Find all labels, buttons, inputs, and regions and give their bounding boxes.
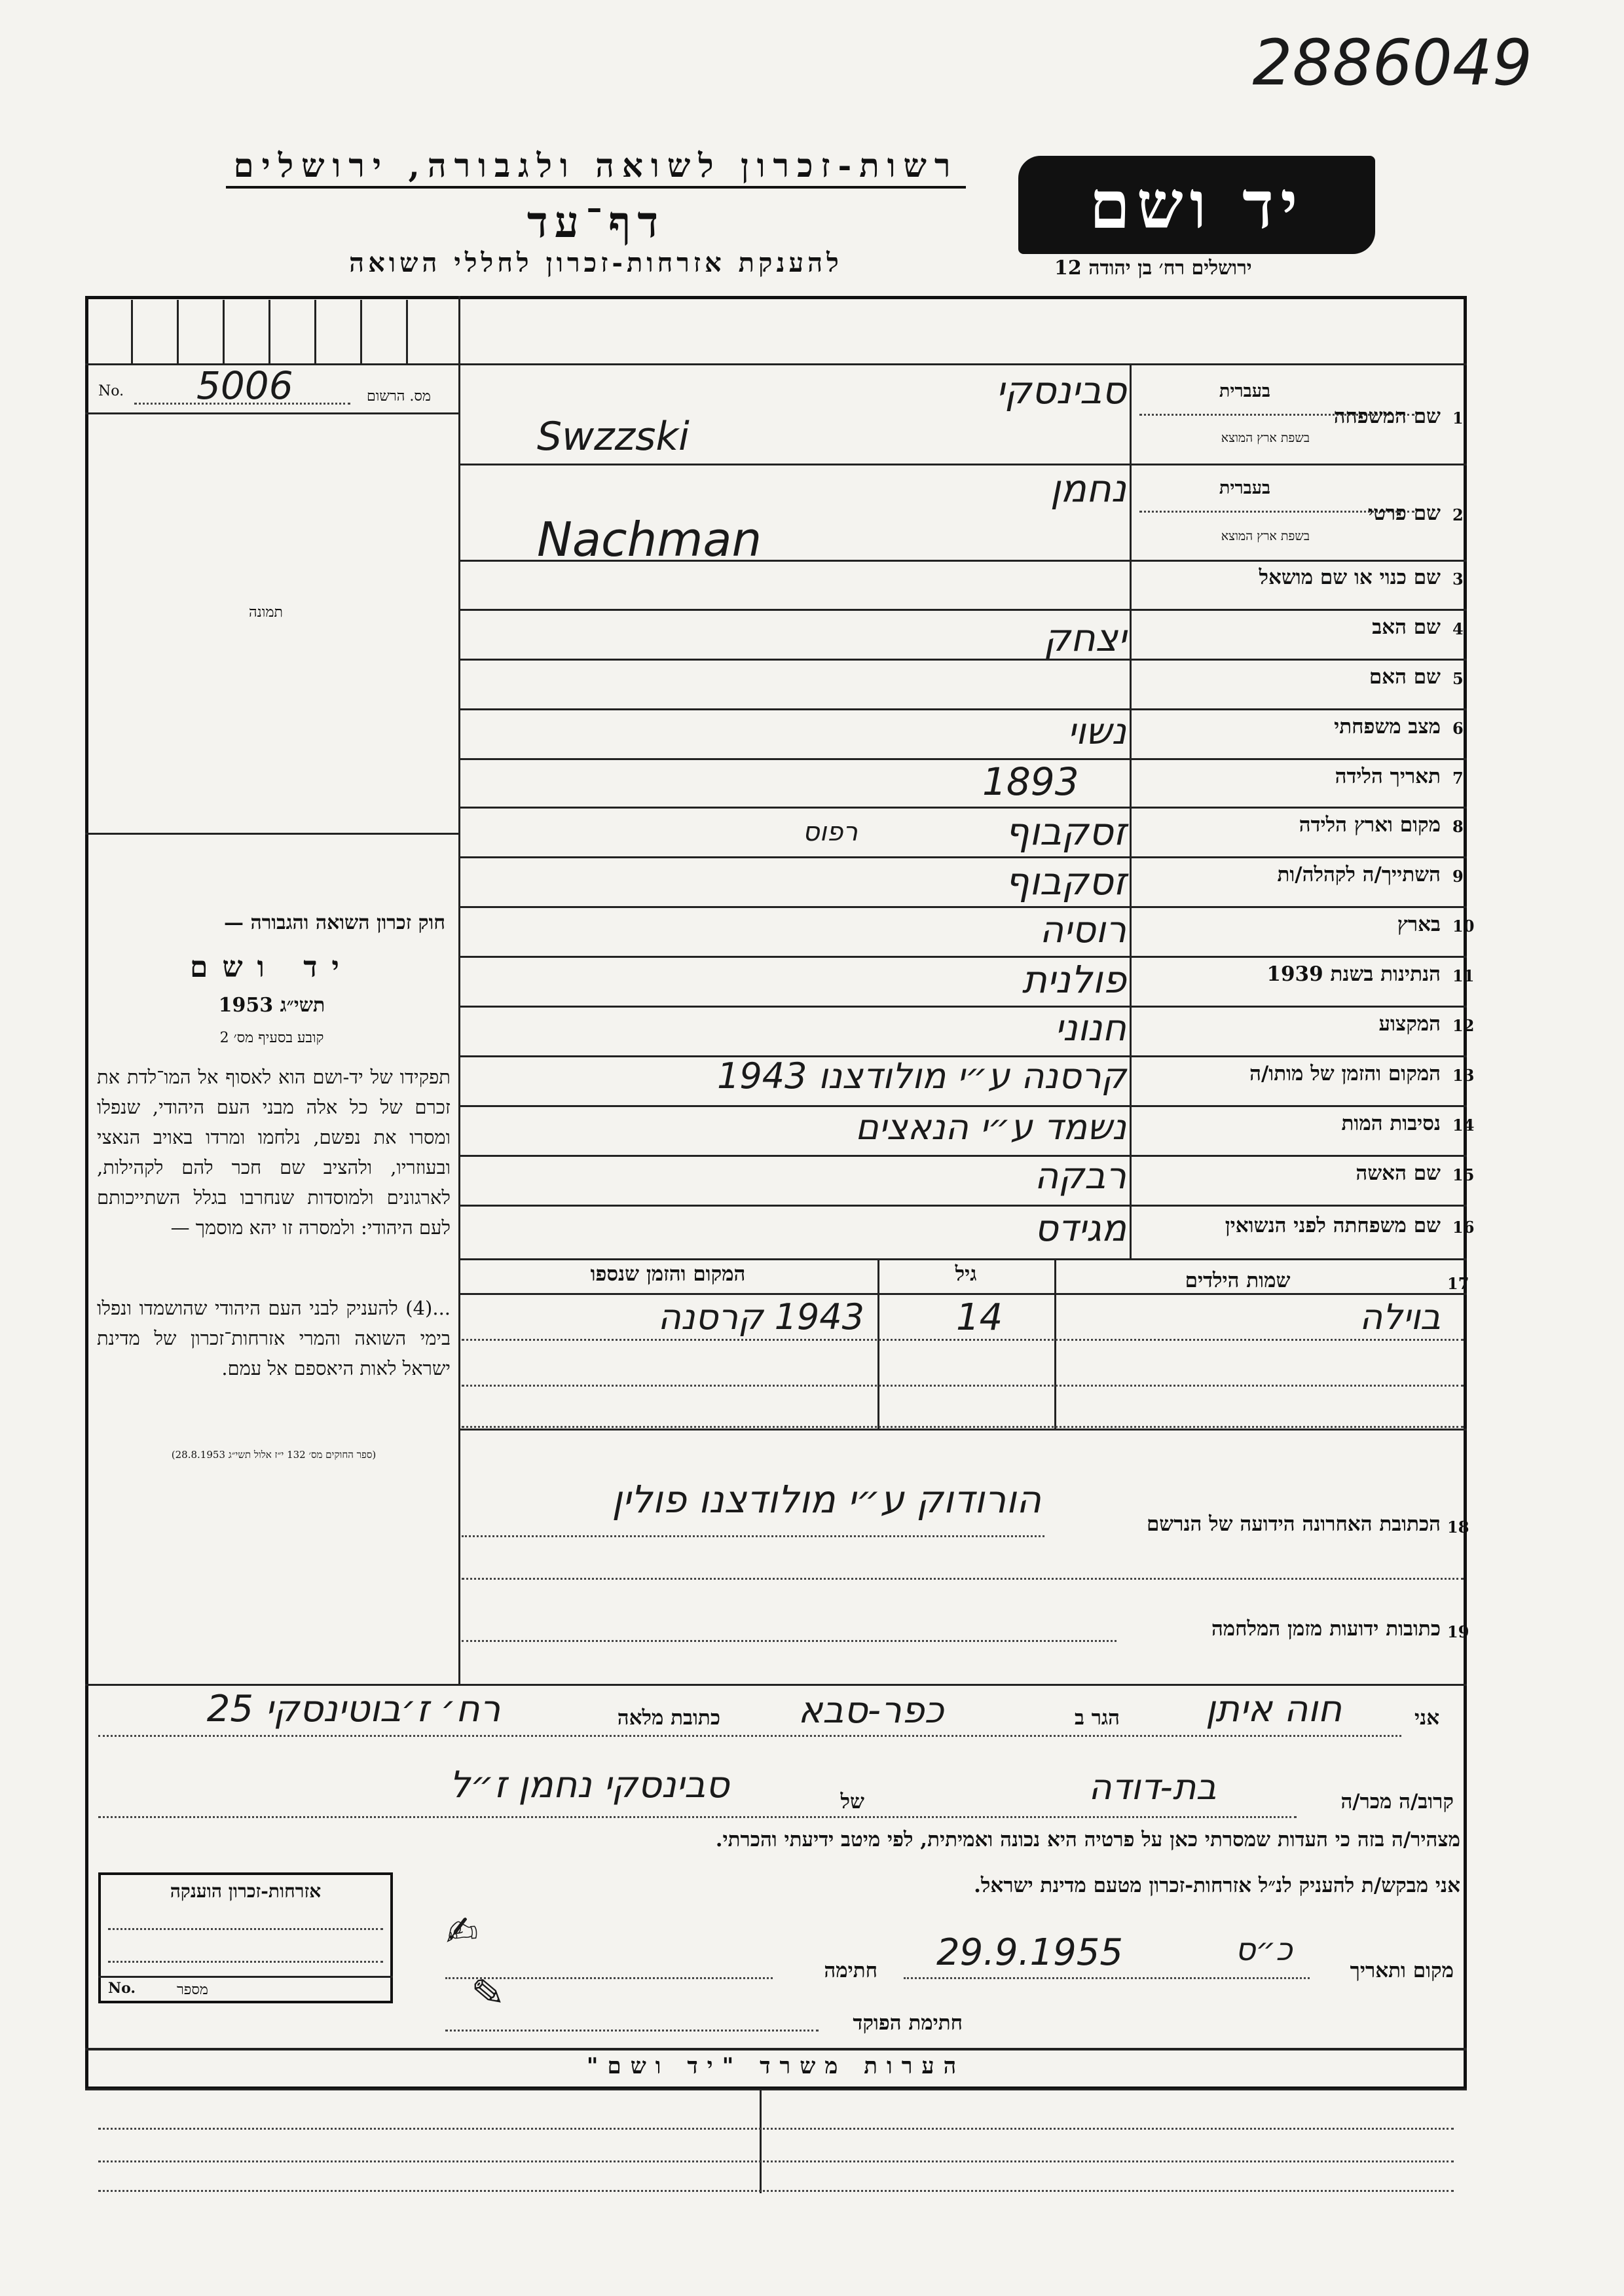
children-age-header: גיל (955, 1262, 977, 1286)
field-1-latin-value: Swzzski (537, 414, 690, 460)
field-8-label: מקום וארץ הלידה (1299, 813, 1441, 837)
box-divider (406, 300, 408, 363)
field-18-value: הורודוק ע״י מולודצנו פולין (612, 1477, 1041, 1522)
row-line (458, 1205, 1467, 1207)
field-12-number: 12 (1452, 1016, 1475, 1035)
field-2-number: 2 (1452, 505, 1464, 524)
field-15-number: 15 (1452, 1165, 1475, 1184)
field-1-hebrew-value: סבינסקי (995, 368, 1126, 412)
resides-label: הגר ב (1074, 1706, 1120, 1730)
field-2-hebrew-label: בעברית (1219, 478, 1270, 498)
field-16-number: 16 (1452, 1218, 1475, 1237)
children-header-line (458, 1293, 1467, 1295)
office-remarks-line (98, 2128, 1454, 2130)
field-18-line (462, 1535, 1044, 1537)
field-11-number: 11 (1452, 966, 1475, 985)
field-16-value: מגידס (1034, 1207, 1126, 1250)
row-line (458, 1258, 1467, 1260)
place-date-line (904, 1977, 1310, 1979)
declaration-line (98, 1816, 1297, 1818)
signature-label: חתימה (824, 1959, 877, 1982)
field-5-number: 5 (1452, 669, 1464, 688)
field-7-label: תאריך הלידה (1335, 765, 1441, 788)
office-top-line (85, 2048, 1467, 2050)
office-remarks-line (98, 2160, 1454, 2162)
law-body: תפקידו של יד-ושם הוא לאסוף אל המו־לדת את זכרם של כל אלה מבני העם היהודי, שנפלו ומסרו את נפשם, נלחמו ומרדו באויב הנאצי ובעוזריו, ולהציב שם חכר להם לקהילות, לארגונים ולמוסדות שנחרבו בגלל השתייכותם לעם היהודי: ולמסרה זו יהא מוסמך — (97, 1066, 451, 1239)
field-1-label: שם המשפחה (1333, 405, 1441, 428)
address-line: ירושלים רח׳ בן יהודה 12 (1054, 257, 1252, 280)
box-divider (360, 300, 362, 363)
children-col-divider (877, 1258, 879, 1429)
children-bottom-line (458, 1429, 1467, 1430)
field-1-number: 1 (1452, 409, 1464, 428)
children-place-header: המקום והזמן שנספו (590, 1262, 746, 1286)
row-line (458, 856, 1467, 858)
field-11-label: הנתינות בשנת 1939 (1266, 962, 1441, 986)
office-remarks-line (98, 2190, 1454, 2192)
field-3-label: שם כנוי או שם מושאל (1259, 566, 1441, 589)
label-column-divider (1130, 363, 1132, 1260)
children-names-header: שמות הילדים (1185, 1269, 1291, 1292)
date-value: 29.9.1955 (936, 1931, 1124, 1974)
registration-he-label: מס. הרשום (367, 388, 431, 405)
box-divider (131, 300, 133, 363)
office-divider (85, 2088, 1467, 2090)
certificate-number-label: מספר (177, 1982, 208, 1998)
field-19-line (462, 1640, 1116, 1642)
field-2-latin-value: Nachman (537, 512, 762, 567)
full-address-label: כתובת מלאה (617, 1706, 720, 1730)
field-2-label: שם פרטי (1367, 501, 1441, 525)
row-line (458, 906, 1467, 908)
field-9-value: זסקבוף (1005, 859, 1126, 903)
certificate-title: אזרחות-זכרון הוענקה (170, 1880, 322, 1902)
child-death-place: 1943 קרסנה (657, 1296, 864, 1338)
field-2-hebrew-value: נחמן (1050, 466, 1126, 511)
field-15-label: שם האשה (1356, 1161, 1441, 1185)
yad-vashem-logo: יד ושם (1018, 156, 1375, 254)
field-14-number: 14 (1452, 1116, 1475, 1135)
field-5-label: שם האם (1369, 665, 1441, 689)
full-address-value: רח׳ ז׳בוטינסקי 25 (206, 1688, 501, 1730)
box-divider (268, 300, 270, 363)
city-value: כפר-סבא (798, 1689, 944, 1732)
law-source: (ספר החוקים מס׳ 132 י״ז אלול תשי״ג 28.8.1953) (171, 1449, 377, 1461)
field-6-number: 6 (1452, 719, 1464, 738)
photo-top-line (85, 412, 458, 414)
left-column-divider (458, 296, 460, 1684)
child-name: בוילה (1359, 1296, 1441, 1338)
field-19-label: כתובות ידועות מזמן המלחמה (1211, 1617, 1441, 1641)
field-1-origin-label: בשפת ארץ המוצא (1221, 431, 1310, 445)
row-line (458, 464, 1467, 465)
officer-signature-mark: ✎ (470, 1969, 507, 2018)
field-10-value: רוסיה (1039, 909, 1126, 951)
law-clause: קובע בסעיף מס׳ 2 (219, 1030, 324, 1046)
field-13-label: המקום והזמן של מותו/ה (1249, 1062, 1441, 1085)
of-label: של (840, 1790, 864, 1813)
law-name: יד ושם (190, 951, 354, 984)
certificate-divider (98, 1976, 393, 1978)
field-7-number: 7 (1452, 769, 1464, 788)
form-title: דף־עד (526, 196, 665, 247)
child-age: 14 (956, 1296, 1003, 1339)
field-18-line (462, 1578, 1464, 1580)
registration-no-label: No. (98, 383, 124, 399)
children-row-line (462, 1339, 1464, 1341)
field-18-number: 18 (1447, 1518, 1469, 1537)
field-10-label: בארץ (1397, 913, 1441, 936)
children-row-line (462, 1385, 1464, 1387)
of-name-value: סבינסקי נחמן ז״ל (449, 1764, 729, 1806)
field-12-label: המקצוע (1378, 1012, 1441, 1036)
certificate-line (108, 1928, 383, 1930)
row-line (458, 758, 1467, 760)
field-16-label: שם משפחתה לפני הנשואין (1225, 1214, 1441, 1237)
field-18-label: הכתובת האחרונה הידועה של הנרשם (1146, 1512, 1441, 1536)
field-4-value: יצחק (1043, 615, 1126, 660)
office-col-divider (760, 2088, 762, 2193)
officer-line (445, 2030, 819, 2032)
field-8-country-value: רפוס (802, 817, 858, 847)
certificate-no-label: No. (108, 1980, 136, 1997)
field-4-label: שם האב (1372, 615, 1441, 639)
field-9-label: השתייך/ה לקהלה/ות (1277, 863, 1441, 886)
signature-mark: ✍ (443, 1907, 480, 1956)
declaration-top-line (85, 1684, 1467, 1686)
field-11-value: פולנית (1022, 957, 1126, 1002)
field-2-origin-label: בשפת ארץ המוצא (1221, 529, 1310, 543)
row-line (458, 609, 1467, 611)
field-14-value: נשמד ע״י הנאצים (855, 1106, 1126, 1148)
field-19-number: 19 (1447, 1622, 1469, 1641)
field-8-number: 8 (1452, 817, 1464, 836)
declaration-request: אני מבקש/ת להעניק לנ״ל אזרחות-זכרון מטעם מדינת ישראל. (974, 1874, 1460, 1897)
field-4-number: 4 (1452, 619, 1464, 638)
registration-value: 5006 (196, 363, 293, 408)
office-remarks-title: הערות משרד "יד ושם" (586, 2053, 966, 2079)
box-divider (223, 300, 225, 363)
certificate-line (108, 1961, 383, 1963)
declaration-statement: מצהיר/ה בזה כי העדות שמסרתי כאן על פרטיה היא נכונה ואמיתית, לפי מיטב ידיעתי והכרתי. (715, 1828, 1460, 1851)
place-date-label: מקום ותאריך (1350, 1959, 1454, 1982)
photo-bottom-line (85, 833, 458, 835)
field-13-value: קרסנה ע״י מולודצנו 1943 (717, 1055, 1126, 1097)
box-divider (177, 300, 179, 363)
row-line (458, 807, 1467, 809)
field-8-value: זסקבוף (1005, 809, 1126, 854)
officer-label: חתימת הפוקד (853, 2011, 963, 2035)
field-7-value: 1893 (982, 759, 1079, 804)
field-6-label: מצב משפחתי (1334, 715, 1441, 738)
box-divider (314, 300, 316, 363)
field-6-value: נשוי (1067, 710, 1126, 753)
law-year: תשי״ג 1953 (218, 994, 325, 1017)
field-1-hebrew-label: בעברית (1219, 381, 1270, 401)
authority-name: רשות-זכרון לשואה ולגבורה, ירושלים (226, 145, 966, 189)
photo-label: תמונה (249, 604, 283, 621)
place-value: כ״ס (1235, 1931, 1293, 1968)
declarant-name: חוה איתן (1205, 1688, 1342, 1730)
serial-number: 2886049 (1252, 26, 1532, 100)
declaration-line (98, 1735, 1401, 1737)
children-row-line (462, 1426, 1464, 1428)
field-3-number: 3 (1452, 570, 1464, 589)
field-9-number: 9 (1452, 867, 1464, 886)
law-title: חוק זכרון השואה והגבורה — (224, 911, 445, 934)
law-item-4: ...(4) להעניק לבני העם היהודי שהושמדו ונפלו בימי השואה והמרי אזרחות־זכרון של מדינת ישראל לאות היאספם אל עמם. (97, 1297, 451, 1379)
field-10-number: 10 (1452, 917, 1475, 936)
declaration-ani: אני (1414, 1706, 1440, 1730)
relative-label: קרוב/ה מכר/ה (1340, 1790, 1454, 1813)
children-col-divider (1054, 1258, 1056, 1429)
field-14-label: נסיבות המות (1341, 1112, 1441, 1135)
form-subtitle: להענקת אזרחות-זכרון לחללי השואה (349, 247, 843, 278)
field-12-value: חנוני (1054, 1007, 1126, 1049)
relation-value: בת-דודה (1088, 1766, 1217, 1808)
field-15-value: רבקה (1034, 1155, 1126, 1197)
field-13-number: 13 (1452, 1066, 1475, 1085)
field-17-number: 17 (1447, 1274, 1469, 1293)
